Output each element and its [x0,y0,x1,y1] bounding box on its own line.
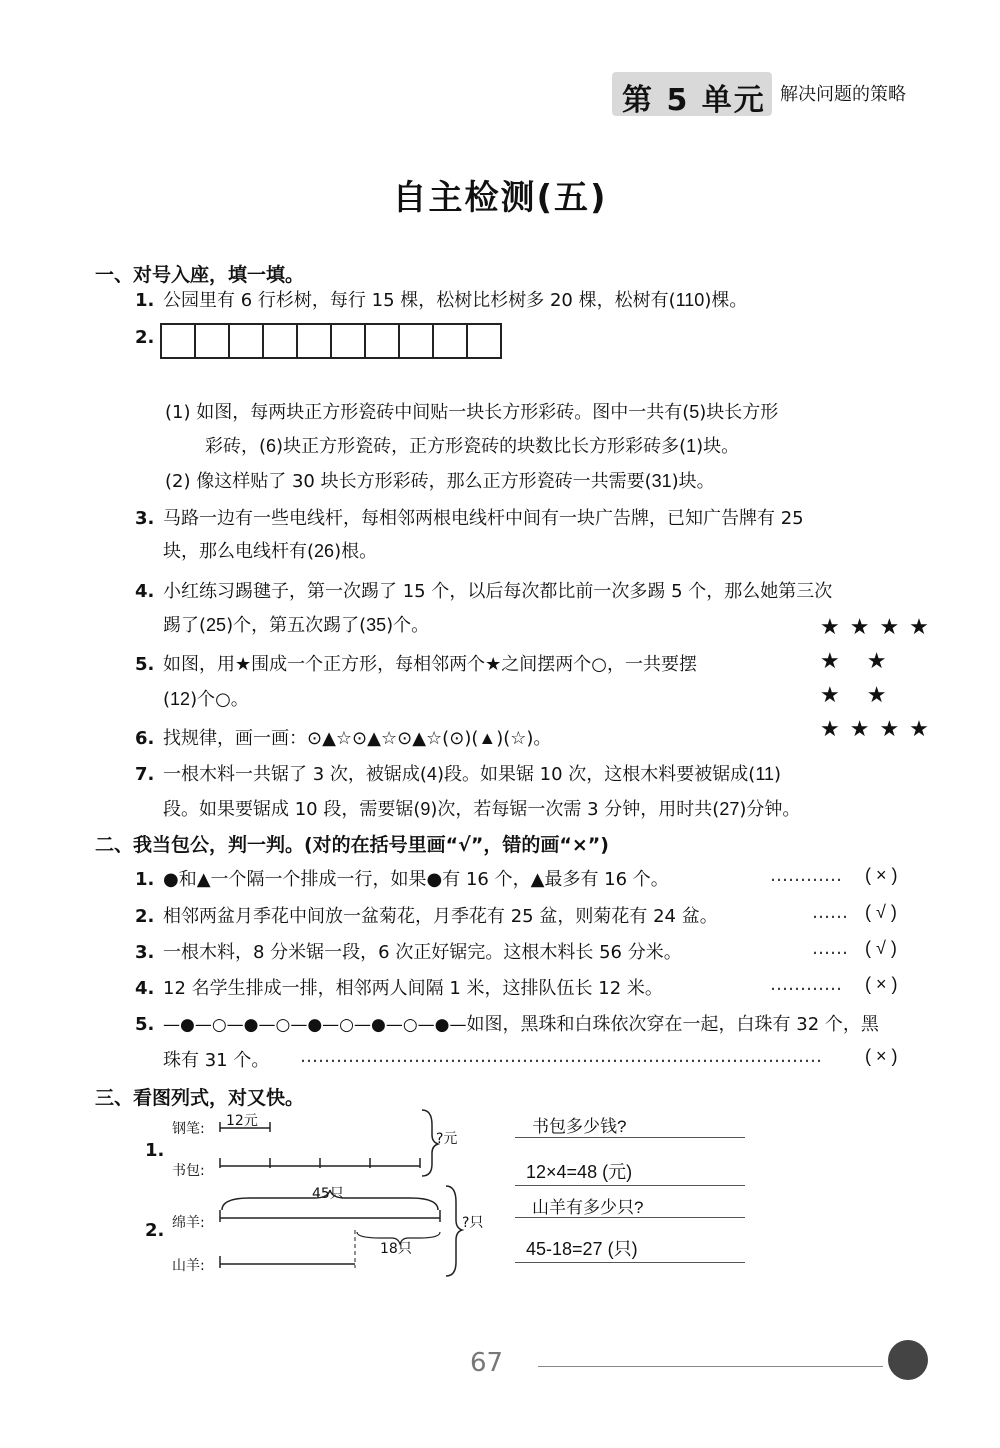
total-question-1: ?元 [436,1131,458,1147]
q2-2: (2) 像这样贴了 30 块长方形彩砖，那么正方形瓷砖一共需要(31)块。 [165,471,715,492]
answer-1-calc: 12×4=48 (元) [526,1162,633,1182]
judge-item-5-answer: ( × ) [865,1046,898,1066]
total-question-2: ?只 [462,1215,484,1231]
unit-topic: 解决问题的策略 [780,84,906,105]
page-number: 67 [470,1348,504,1378]
pen-price: 12元 [226,1113,258,1129]
q3-line2: 块，那么电线杆有(26)根。 [163,541,378,562]
problem-2-number: 2. [145,1220,165,1241]
judge-item-5-dots: …………………………………………………………………………… [300,1046,822,1067]
pen-label: 钢笔: [172,1121,205,1137]
question-1-prompt: 书包多少钱? [532,1117,627,1136]
star-square-row-3: ★ ★ [820,683,897,708]
section-3-heading: 三、看图列式，对又快。 [95,1087,305,1109]
answer-line-2a [515,1216,745,1218]
unit-label: 第 5 单元 [622,83,766,118]
page-title: 自主检测(五) [392,178,608,218]
answer-2-calc: 45-18=27 (只) [526,1239,638,1259]
q1: 1. 公园里有 6 行杉树，每行 15 棵，松树比杉树多 20 棵，松树有(110)棵。 [135,290,748,311]
judge-item-1: 1. ●和▲一个隔一个排成一行，如果●有 16 个，▲最多有 16 个。 [135,869,669,890]
bead-string: —●—○—●—○—●—○—●—○—●— [163,1015,467,1035]
goat-label: 山羊: [172,1258,205,1274]
judge-item-2-dots: …… [812,902,848,923]
section-2-heading: 二、我当包公，判一判。(对的在括号里画“√”，错的画“×”) [95,834,609,856]
judge-item-5-line2: 珠有 31 个。 [163,1050,270,1071]
q6: 6. 找规律，画一画：⊙▲☆⊙▲☆⊙▲☆(⊙)(▲)(☆)。 [135,728,552,749]
judge-item-1-dots: ………… [770,865,842,886]
star-square-row-4: ★★★★ [820,717,939,742]
judge-item-3-dots: …… [812,938,848,959]
problem-1-number: 1. [145,1140,165,1161]
judge-item-2-answer: ( √ ) [865,902,897,922]
judge-item-3: 3. 一根木料，8 分米锯一段，6 次正好锯完。这根木料长 56 分米。 [135,942,682,963]
section-1-heading: 一、对号入座，填一填。 [95,264,305,286]
answer-line-1b [515,1184,745,1186]
sheep-label: 绵羊: [172,1215,205,1231]
answer-line-2b [515,1261,745,1263]
judge-item-2: 2. 相邻两盆月季花中间放一盆菊花，月季花有 25 盆，则菊花有 24 盆。 [135,906,718,927]
q5-line2: (12)个○。 [163,689,249,710]
line-diagram-2 [210,1180,470,1280]
q4-line2: 踢了(25)个，第五次踢了(35)个。 [163,615,430,636]
judge-item-4-answer: ( × ) [865,974,898,994]
judge-item-4-dots: ………… [770,974,842,995]
difference-label: 18只 [380,1241,412,1257]
sheep-total: 45只 [312,1186,344,1202]
judge-item-5-line1: 5. —●—○—●—○—●—○—●—○—●—如图，黑珠和白珠依次穿在一起，白珠有 32 个，黑 [135,1014,879,1035]
star-square-row-1: ★★★★ [820,615,939,640]
q5-line1: 5. 如图，用★围成一个正方形，每相邻两个★之间摆两个○，一共要摆 [135,654,697,675]
q7-line2: 段。如果要锯成 10 段，需要锯(9)次，若每锯一次需 3 分钟，用时共(27)分钟。 [163,799,801,820]
bag-label: 书包: [172,1163,205,1179]
judge-item-4: 4. 12 名学生排成一排，相邻两人间隔 1 米，这排队伍长 12 米。 [135,978,663,999]
q7-line1: 7. 一根木料一共锯了 3 次，被锯成(4)段。如果锯 10 次，这根木料要被锯成(11) [135,764,782,785]
q3-line1: 3. 马路一边有一些电线杆，每相邻两根电线杆中间有一块广告牌，已知广告牌有 25 [135,508,804,529]
tile-figure [162,323,502,359]
star-square-row-2: ★ ★ [820,649,897,674]
q2-1-line2: 彩砖，(6)块正方形瓷砖，正方形瓷砖的块数比长方形彩砖多(1)块。 [205,436,740,457]
line-diagram-1 [210,1100,440,1180]
q2-1-line1: (1) 如图，每两块正方形瓷砖中间贴一块长方形彩砖。图中一共有(5)块长方形 [165,402,779,423]
judge-item-3-answer: ( √ ) [865,938,897,958]
answer-line-1a [515,1136,745,1138]
footer-rule [538,1366,883,1367]
q2-number: 2. [135,327,155,348]
mascot-icon [888,1340,928,1380]
judge-item-1-answer: ( × ) [865,865,898,885]
q4-line1: 4. 小红练习踢毽子，第一次踢了 15 个，以后每次都比前一次多踢 5 个，那么她第三次 [135,581,833,602]
question-2-prompt: 山羊有多少只? [532,1198,644,1217]
